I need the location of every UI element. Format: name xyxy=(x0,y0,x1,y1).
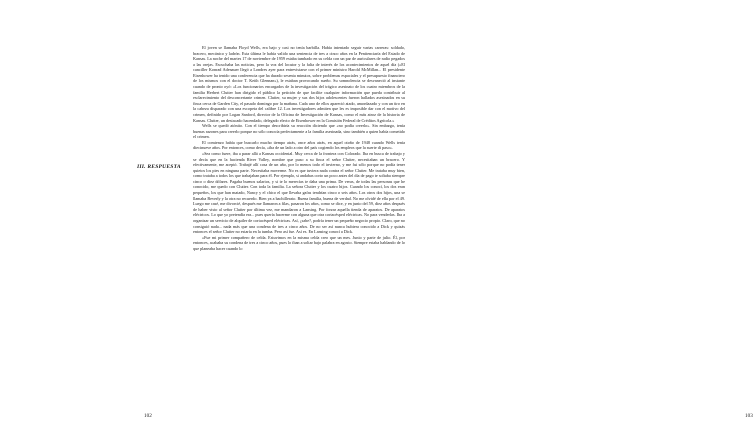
paragraph: «Sea como fuere, iba a parar allá a Kansas occidental. Muy cerca de la frontera con Colorado. Iba en busca de trabajo y se decía que en la hacienda River Valley, nombre que puso a su finca el señor Clutter, necesitaban un bracero. Y efectivamente, me aceptó. Trabajé allí cosa de un año, por lo menos todo el invierno, y me fui sólo porque no podía tener quietos los pies en ninguna parte. Necesitaba moverme. No es que tuviera nada contra el señor Clutter. Me trataba muy bien, como trataba a todos los que trabajaban para él. Por ejemplo, si andabas corto un poco antes del día de pago te soltaba siempre cinco o diez dólares. Pagaba buenos salarios, y si te lo merecías te daba una prima. De veras, de todas las personas que he conocido, me quedo con Clutter. Con toda la familia. La señora Clutter y los cuatro hijos. Cuando los conocí, los dos eran pequeños, los que han matado, Nancy y el chico el que llevaba gafas tendrían cinco o seis años. Los otros dos hijos, una se llamaba Beverly y la otra no recuerdo. Bien ya a bachillerato. Buena familia, buena de verdad. No me olvidé de ella por el 49. Luego me casé, me divorcié, después me llamaron a filas, pasaron los años, como se dice, y en junio del 59, diez años después de haber visto al señor Clutter por última vez, me mandaron a Lansing. Por forzar aquella tienda de aparatos. De aparatos eléctricos. Lo que yo pretendía era... pues quería hacerme con alguna que otra cortacésped eléctricas. No para venderlas. Iba a organizar un servicio de alquiler de cortacésped eléctricas. Así, ¿sabe?, podría tener un pequeño negocio propio. Claro, que no consiguió nada... nada más que una condena de tres a cinco años. De no ser así nunca hubiera conocido a Dick y quizás entonces el señor Clutter no estaría en la tumba. Pero así fue. Así es. En Lansing conocí a Dick. xyxy=(193,150,405,235)
paragraph: «Fue mi primer compañero de celda. Estuvimos en la misma celda creo que un mes. Junio y parte de julio. Él, por entonces, acababa su condena de tres a cinco años, pues lo iban a soltar bajo palabra en agosto. Siempre estaba hablando de lo que planeaba hacer cuando lo xyxy=(193,234,405,251)
page-number-left: 102 xyxy=(144,413,152,419)
paragraph: El joven se llamaba Floyd Wells, era bajo y casi no tenía barbilla. Había intentado seguir varias carreras: soldado, bracero, mecánico y ladrón. Esta última le había valido una sentencia de tres a cinco años en la Penitenciaría del Estado de Kansas. La noche del martes 17 de noviembre de 1959 estaba tumbado en su celda con un par de auriculares de radio pegados a las orejas. Escuchaba las noticias, pero la voz del locutor y la falta de interés de los acontecimientos de aquel día («El canciller Konrad Adenauer llegó a Londres ayer para entrevistarse con el primer ministro Harold McMillan... El presidente Eisenhower ha tenido una conferencia que ha durado sesenta minutos, sobre problemas espaciales y el presupuesto financiero de los mismos con el doctor T. Keith Glennan»), le estaban provocando sueño. Su somnolencia se desvaneció al instante cuando de pronto oyó: «Los funcionarios encargados de la investigación del trágico asesinato de los cuatro miembros de la familia Herbert Clutter han dirigido el público la petición de que facilite cualquier información que pueda contribuir al esclarecimiento del desconcertante crimen. Clutter, su mujer y sus dos hijos adolescentes fueron hallados asesinados en su finca cerca de Garden City, el pasado domingo por la mañana. Cada uno de ellos apareció atado, amordazado y con un tiro en la cabeza disparado con una escopeta del calibre 12. Los investigadores admiten que les es imposible dar con el motivo del crimen, definido por Logan Sanford, director de la Oficina de Investigación de Kansas, como el más atroz de la historia de Kansas. Clutter, un destacado hacendado, delegado electo de Eisenhower en la Comisión Federal de Créditos Agrícola.» xyxy=(193,45,405,123)
body-text xyxy=(193,45,405,405)
paragraph: Wells se quedó atónito. Con el tiempo describiría su reacción diciendo que «no podía creerlo». Sin embargo, tenía buenas razones para creerlo porque no sólo conocía perfectamente a la familia asesinada, sino también a quien había cometido el crimen. xyxy=(193,123,405,140)
paragraph: El comienzo había que buscarlo mucho tiempo atrás, once años atrás, en aquel otoño de 1948 cuando Wells tenía diecinueve años. Por entonces, como decía, «iba de un lado a otro del país cogiendo los empleos que la suerte di paso». xyxy=(193,139,405,151)
section-heading: III. RESPUESTA xyxy=(137,164,181,170)
page-number-right: 103 xyxy=(745,413,753,419)
